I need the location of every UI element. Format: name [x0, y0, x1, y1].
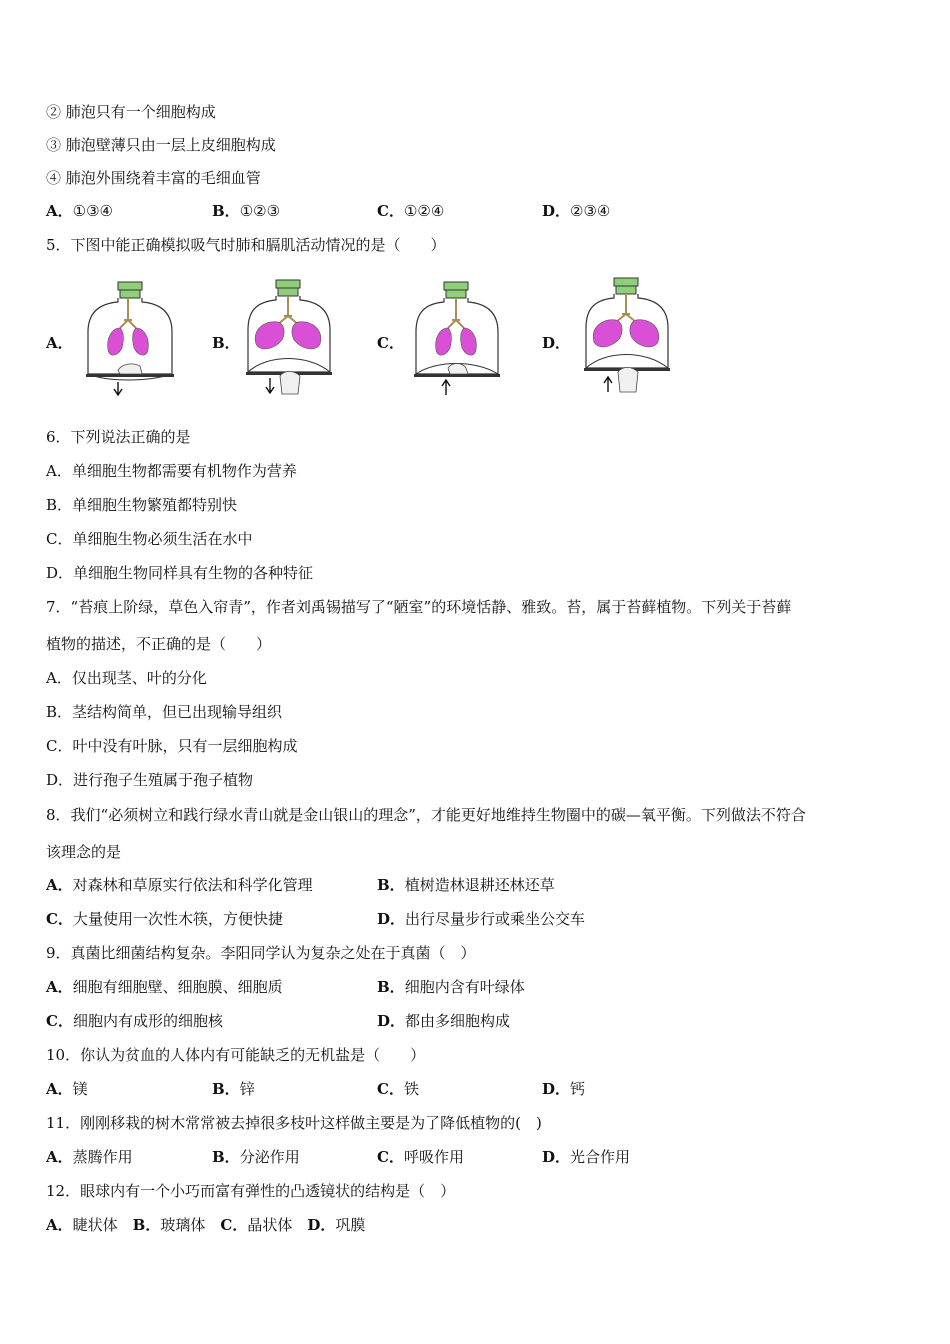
q5-stem: 5．下图中能正确模拟吸气时肺和膈肌活动情况的是（ ） — [46, 236, 446, 254]
statement-4: ④ 肺泡外围绕着丰富的毛细血管 — [46, 169, 261, 187]
q9-option-a[interactable]: A．细胞有细胞壁、细胞膜、细胞质 — [46, 978, 283, 996]
q8-option-c[interactable]: C．大量使用一次性木筷，方便快捷 — [46, 910, 283, 928]
q10-option-a[interactable]: A．镁 — [46, 1080, 88, 1098]
q7-option-b[interactable]: B．茎结构简单，但已出现输导组织 — [46, 703, 283, 721]
q5-figure-c-letter[interactable]: C． — [377, 334, 404, 352]
q12-option-a[interactable]: A．睫状体 — [46, 1216, 118, 1234]
q5-figure-a-letter[interactable]: A． — [46, 334, 73, 352]
q12-option-d[interactable]: D．巩膜 — [307, 1216, 366, 1234]
q7-option-c[interactable]: C．叶中没有叶脉，只有一层细胞构成 — [46, 737, 298, 755]
q4-option-b[interactable]: B．①②③ — [212, 202, 281, 220]
q8-option-b[interactable]: B．植树造林退耕还林还草 — [377, 876, 555, 894]
q12-options — [46, 1215, 365, 1235]
q12-option-b[interactable]: B．玻璃体 — [132, 1216, 206, 1234]
q7-option-a[interactable]: A．仅出现茎、叶的分化 — [46, 669, 207, 687]
q11-stem: 11．刚刚移栽的树木常常被去掉很多枝叶这样做主要是为了降低植物的( ) — [46, 1114, 542, 1132]
q10-option-c[interactable]: C．铁 — [377, 1080, 419, 1098]
q7-stem-line2: 植物的描述，不正确的是（ ） — [46, 635, 272, 653]
q10-option-d[interactable]: D．钙 — [542, 1080, 586, 1098]
q5-figure-d-letter[interactable]: D． — [542, 334, 571, 352]
q7-option-d[interactable]: D．进行孢子生殖属于孢子植物 — [46, 771, 254, 789]
q6-option-a[interactable]: A．单细胞生物都需要有机物作为营养 — [46, 462, 297, 480]
statement-3: ③ 肺泡壁薄只由一层上皮细胞构成 — [46, 136, 276, 154]
q11-option-b[interactable]: B．分泌作用 — [212, 1148, 300, 1166]
q5-figure-a-bell-jar — [78, 270, 178, 400]
q5-figure-c-bell-jar — [406, 270, 506, 400]
q7-stem-line1: 7．“苔痕上阶绿，草色入帘青”，作者刘禹锡描写了“陋室”的环境恬静、雅致。苔，属于苔藓植物。下列关于苔藓 — [46, 598, 792, 616]
q4-option-a[interactable]: A．①③④ — [46, 202, 113, 220]
q9-option-d[interactable]: D．都由多细胞构成 — [377, 1012, 511, 1030]
q9-stem: 9．真菌比细菌结构复杂。李阳同学认为复杂之处在于真菌（ ） — [46, 944, 476, 962]
q8-option-a[interactable]: A．对森林和草原实行依法和科学化管理 — [46, 876, 313, 894]
q11-option-c[interactable]: C．呼吸作用 — [377, 1148, 464, 1166]
q9-option-b[interactable]: B．细胞内含有叶绿体 — [377, 978, 525, 996]
q4-option-d[interactable]: D．②③④ — [542, 202, 611, 220]
q5-figure-b-letter[interactable]: B． — [212, 334, 240, 352]
q10-option-b[interactable]: B．锌 — [212, 1080, 255, 1098]
q11-option-d[interactable]: D．光合作用 — [542, 1148, 631, 1166]
q6-option-b[interactable]: B．单细胞生物繁殖都特别快 — [46, 496, 238, 514]
statement-2: ② 肺泡只有一个细胞构成 — [46, 103, 216, 121]
q6-option-c[interactable]: C．单细胞生物必须生活在水中 — [46, 530, 253, 548]
q8-stem-line2: 该理念的是 — [46, 843, 122, 861]
q12-option-c[interactable]: C．晶状体 — [220, 1216, 293, 1234]
q10-stem: 10．你认为贫血的人体内有可能缺乏的无机盐是（ ） — [46, 1046, 426, 1064]
q6-option-d[interactable]: D．单细胞生物同样具有生物的各种特征 — [46, 564, 314, 582]
q9-option-c[interactable]: C．细胞内有成形的细胞核 — [46, 1012, 223, 1030]
q12-stem: 12．眼球内有一个小巧而富有弹性的凸透镜状的结构是（ ） — [46, 1182, 456, 1200]
q6-stem: 6．下列说法正确的是 — [46, 428, 191, 446]
q8-option-d[interactable]: D．出行尽量步行或乘坐公交车 — [377, 910, 586, 928]
q8-stem-line1: 8．我们“必须树立和践行绿水青山就是金山银山的理念”，才能更好地维持生物圈中的碳—氧平衡。下列做法不符合 — [46, 806, 806, 824]
q5-figure-d-bell-jar — [576, 270, 676, 400]
q11-option-a[interactable]: A．蒸腾作用 — [46, 1148, 133, 1166]
q4-option-c[interactable]: C．①②④ — [377, 202, 445, 220]
q5-figure-b-bell-jar — [238, 270, 338, 400]
